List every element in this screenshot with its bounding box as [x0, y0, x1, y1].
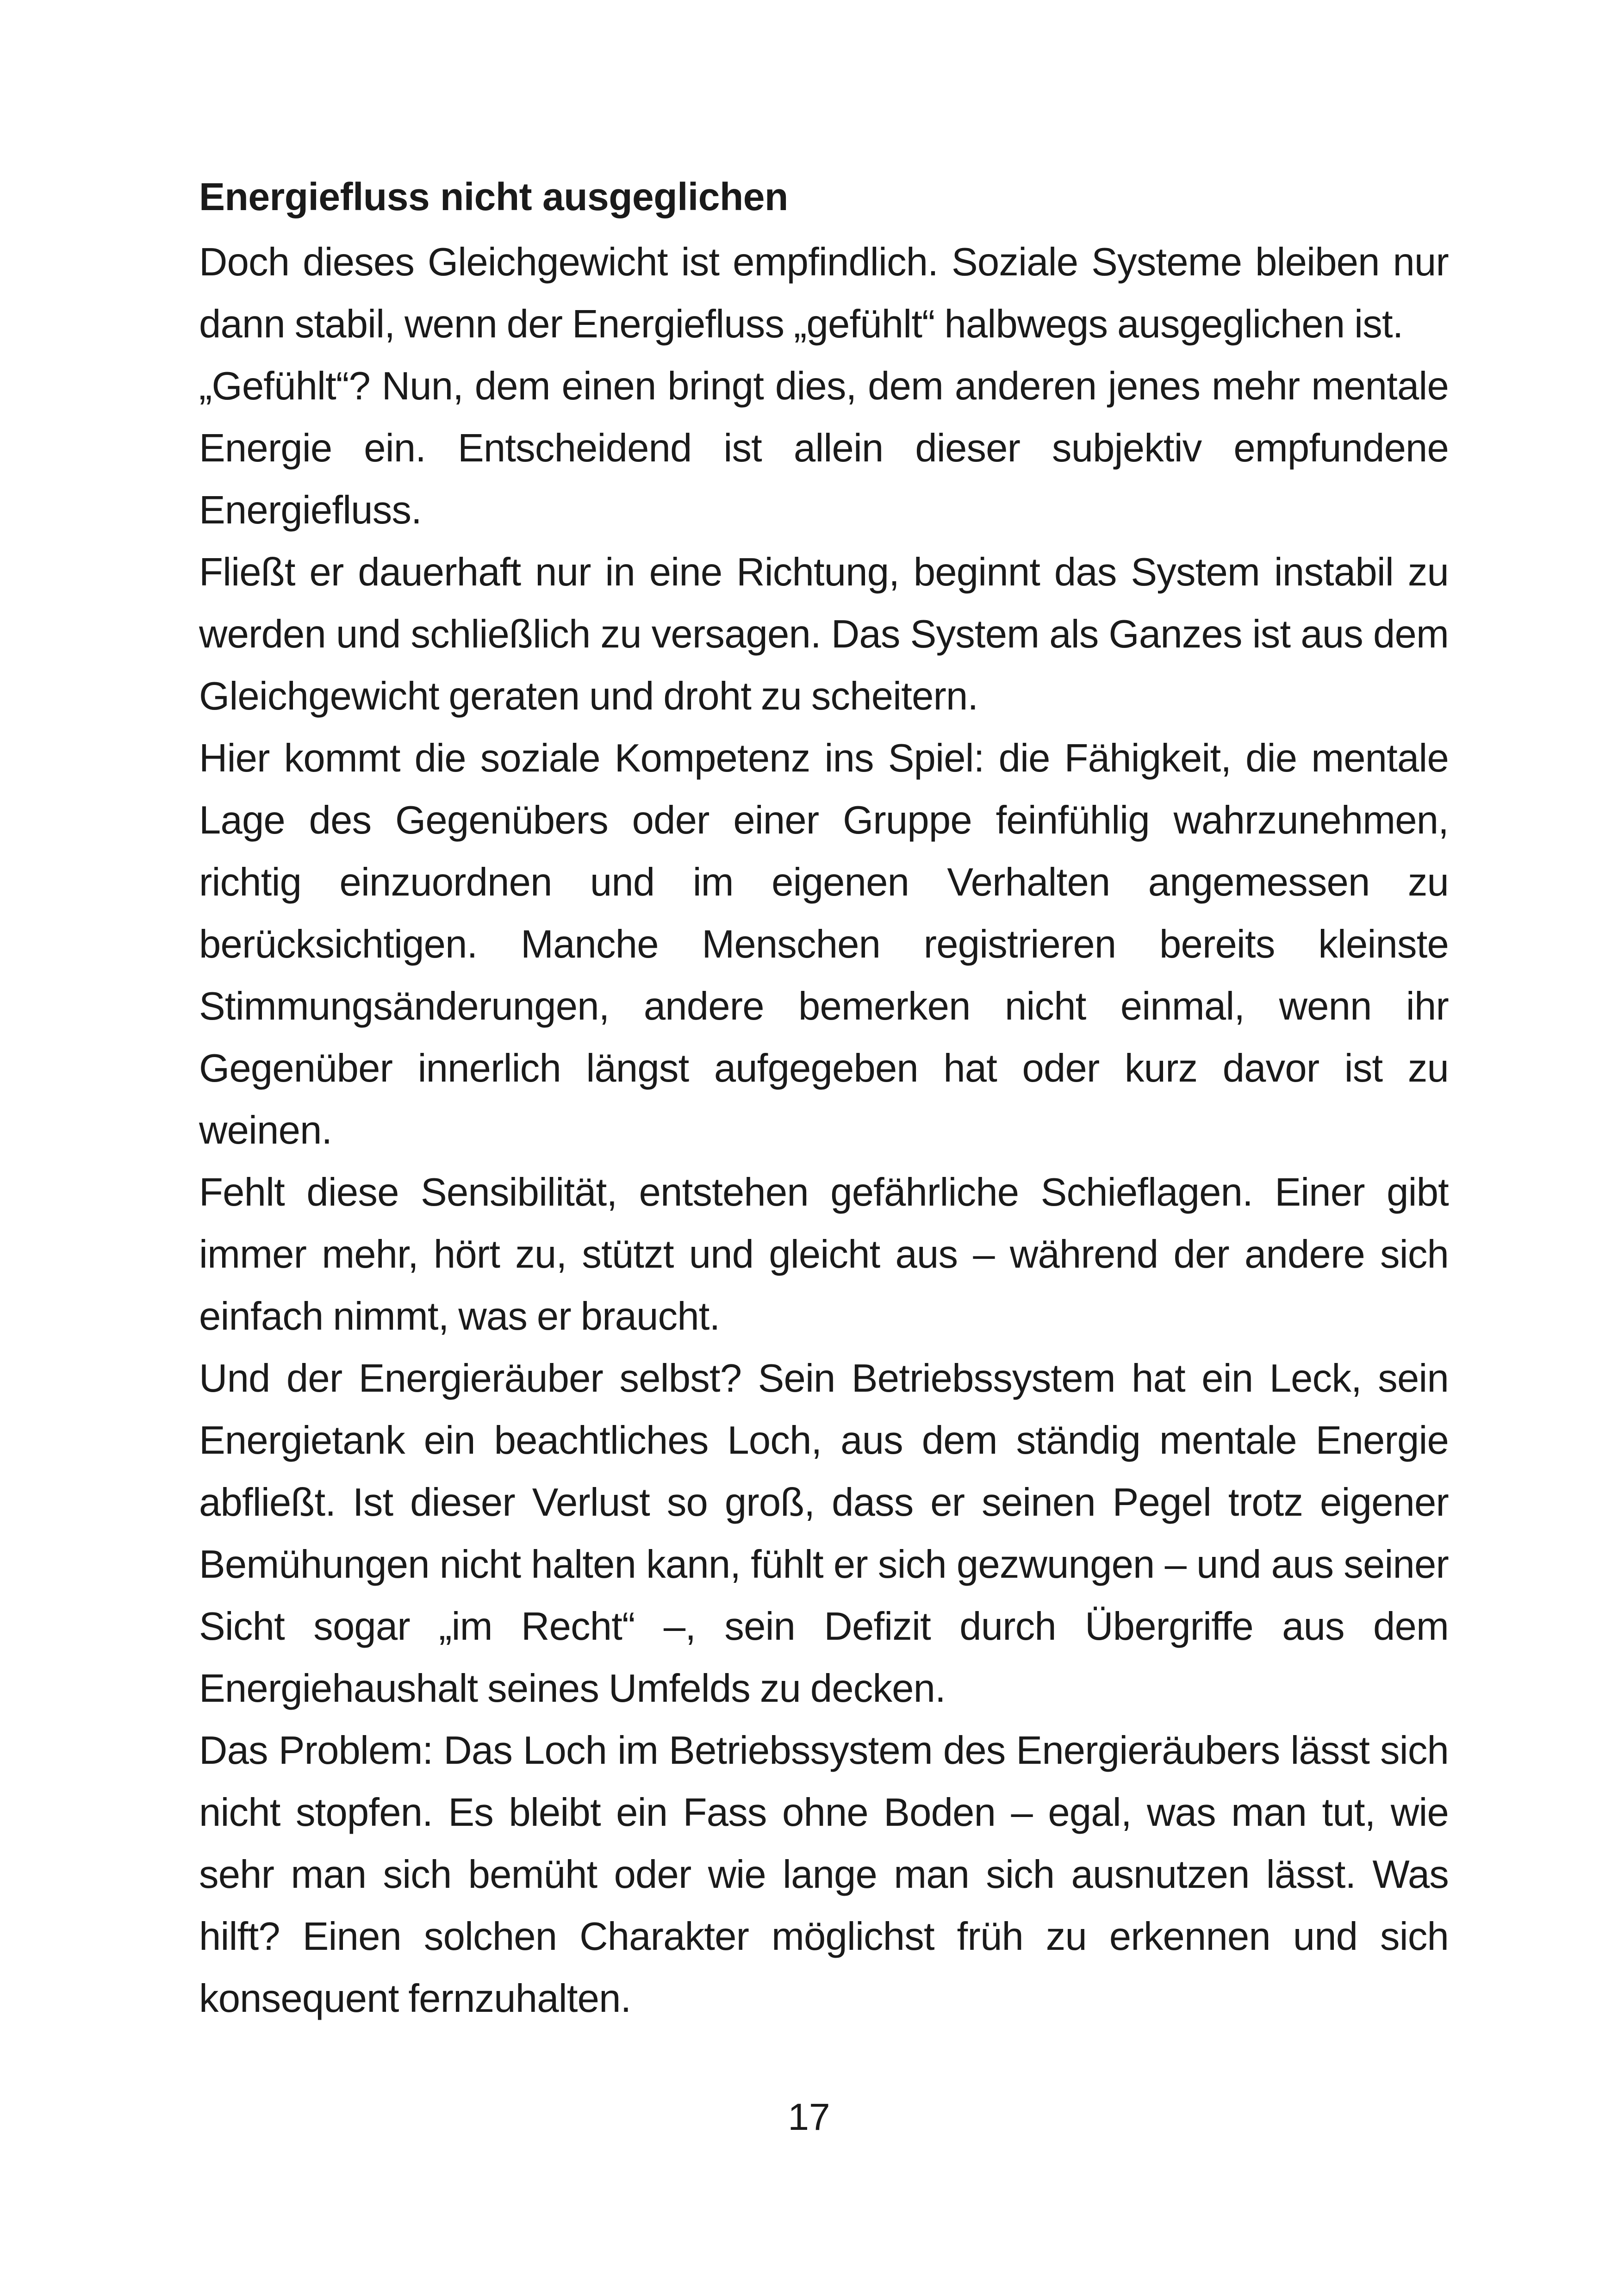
page-content	[199, 171, 1449, 2030]
section-heading: Energiefluss nicht ausgeglichen	[199, 175, 788, 218]
paragraph: Doch dieses Gleichgewicht ist empfindlich. Soziale Systeme bleiben nur dann stabil, wenn der Energiefluss „gefühlt“ halbwegs ausgeglichen ist.	[199, 240, 1449, 346]
paragraph: Das Problem: Das Loch im Betriebssystem des Energieräubers lässt sich nicht stopfen. Es bleibt ein Fass ohne Boden – egal, was man tut, wie sehr man sich bemüht oder wie lange man sich ausnutzen lässt. Was hilft? Einen solchen Charakter möglichst früh zu erkennen und sich konsequent fernzuhalten.	[199, 1729, 1449, 2021]
page-number: 17	[788, 2096, 830, 2138]
paragraph: „Gefühlt“? Nun, dem einen bringt dies, dem anderen jenes mehr mentale Energie ein. Entscheidend ist allein dieser subjektiv empfundene Energiefluss.	[199, 364, 1449, 532]
paragraph: Hier kommt die soziale Kompetenz ins Spiel: die Fähigkeit, die mentale Lage des Gegenübers oder einer Gruppe feinfühlig wahrzunehmen, richtig einzuordnen und im eigenen Verhalten angemessen zu berücksichtigen. Manche Menschen registrieren bereits kleinste Stimmungsänderungen, andere bemerken nicht einmal, wenn ihr Gegenüber innerlich längst aufgegeben hat oder kurz davor ist zu weinen.	[199, 736, 1449, 1152]
paragraph: Fehlt diese Sensibilität, entstehen gefährliche Schieflagen. Einer gibt immer mehr, hört zu, stützt und gleicht aus – während der andere sich einfach nimmt, was er braucht.	[199, 1170, 1449, 1338]
paragraph: Fließt er dauerhaft nur in eine Richtung, beginnt das System instabil zu werden und schließlich zu versagen. Das System als Ganzes ist aus dem Gleichgewicht geraten und droht zu scheitern.	[199, 550, 1449, 718]
paragraph: Und der Energieräuber selbst? Sein Betriebssystem hat ein Leck, sein Energietank ein beachtliches Loch, aus dem ständig mentale Energie abfließt. Ist dieser Verlust so groß, dass er seinen Pegel trotz eigener Bemühungen nicht halten kann, fühlt er sich gezwungen – und aus seiner Sicht sogar „im Recht“ –, sein Defizit durch Übergriffe aus dem Energiehaushalt seines Umfelds zu decken.	[199, 1356, 1449, 1711]
